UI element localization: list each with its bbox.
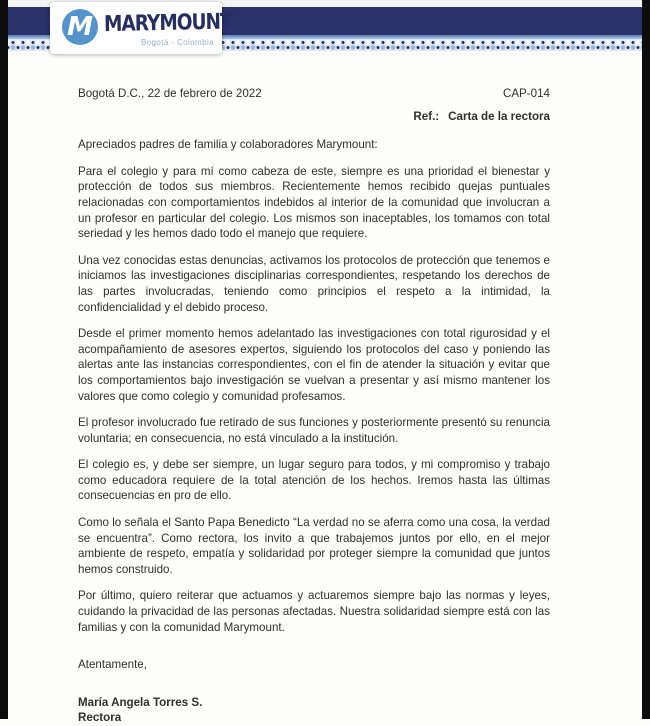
logo-subtitle: Bogotá - Colombia xyxy=(140,38,214,47)
letter-paragraphs xyxy=(78,164,550,635)
document-code: CAP-014 xyxy=(502,87,550,100)
paragraph: Una vez conocidas estas denuncias, activamos los protocolos de protección que tenemos e iniciamos las investigaciones disciplinarias correspondientes, respetando los derechos de las partes involucradas, teniendo como principios el respeto a la intimidad, la confidencialidad y el debido proceso. xyxy=(78,253,550,314)
paragraph: Como lo señala el Santo Papa Benedicto “La verdad no se aferra como una cosa, la verdad se encuentra”. Como rectora, los invito a que trabajemos juntos por ello, en el mejor ambiente de respeto, empatía y solidaridad por proteger siempre la comunidad que juntos hemos construido. xyxy=(78,516,550,576)
marymount-logo-card xyxy=(50,2,232,54)
letter-body xyxy=(78,86,550,726)
signature-name: María Angela Torres S. xyxy=(78,695,203,709)
reference-line xyxy=(78,109,550,125)
signature-title: Rectora xyxy=(78,711,122,725)
paragraph: Para el colegio y para mí como cabeza de este, siempre es una prioridad el bienestar y protección de todos sus miembros. Recientemente hemos recibido quejas puntuales relacionadas con comportamientos indebidos al interior de la comunidad que involucran a un profesor en particular del colegio. Los mismos son inaceptables, los tomamos con total seriedad y les hemos dado todo el manejo que requiere. xyxy=(78,164,550,241)
ref-subject: Carta de la rectora xyxy=(448,109,550,123)
marymount-monogram-icon: M xyxy=(62,9,98,45)
paragraph: Desde el primer momento hemos adelantado las investigaciones con total rigurosidad y el acompañamiento de asesores expertos, siguiendo los protocolos del caso y poniendo las alertas ante las instancias correspondientes, con el fin de atender la situación y evitar que los comportamientos bajo investigación se vuelvan a presentar y así mismo mantener los valores que como colegio y comunidad profesamos. xyxy=(78,327,550,403)
ref-label: Ref.: xyxy=(413,109,440,123)
marymount-wordmark: MARYMOUNT xyxy=(103,9,232,38)
paragraph: El profesor involucrado fue retirado de sus funciones y posteriormente presentó su renuncia voluntaria; en consecuencia, no está vinculado a la institución. xyxy=(78,416,550,445)
salutation: Apreciados padres de familia y colaboradores Marymount: xyxy=(78,138,378,152)
right-black-edge xyxy=(642,0,650,719)
closing: Atentamente, xyxy=(78,658,147,672)
date-row xyxy=(78,86,550,102)
letterhead xyxy=(0,0,650,56)
paragraph: Por último, quiero reiterar que actuamos y actuaremos siempre bajo las normas y leyes, cuidando la privacidad de las personas afectadas. Nuestra solidaridad siempre está con las familias y con la comunidad Marymount. xyxy=(78,589,550,634)
paragraph: El colegio es, y debe ser siempre, un lugar seguro para todos, y mi compromiso y trabajo como educadora requiere de la total atención de los hechos. Iremos hasta las últimas consecuencias en pro de ello. xyxy=(78,458,550,503)
date-line: Bogotá D.C., 22 de febrero de 2022 xyxy=(78,87,262,100)
left-black-edge xyxy=(0,0,8,719)
signature-block xyxy=(78,695,550,726)
